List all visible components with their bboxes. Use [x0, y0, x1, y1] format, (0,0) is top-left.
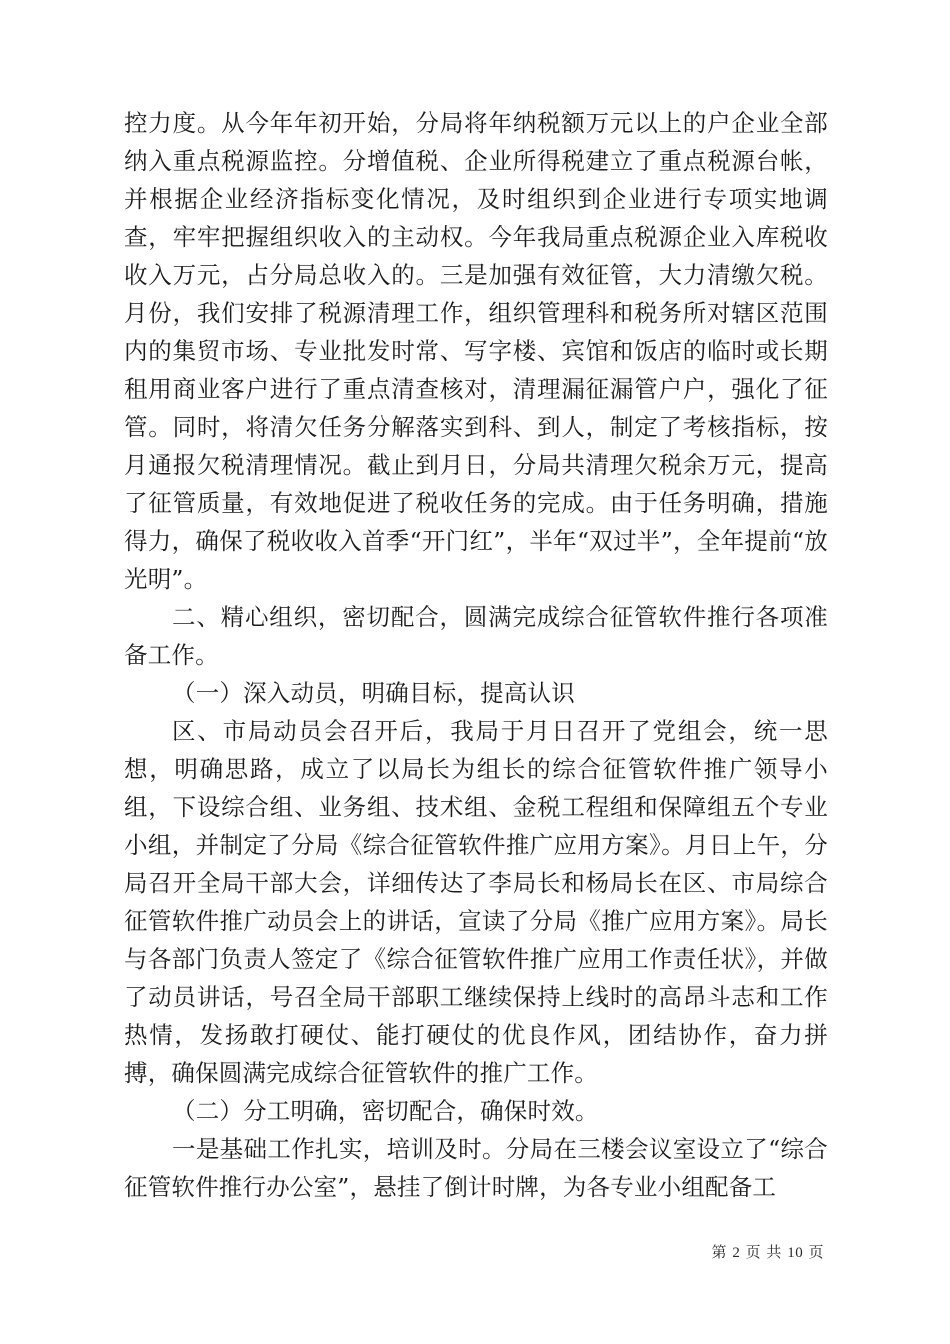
paragraph: 区、市局动员会召开后，我局于月日召开了党组会，统一思想，明确思路，成立了以局长为组长的综合征管软件推广领导小组，下设综合组、业务组、技术组、金税工程组和保障组五个专业小组，并制定了分局《综合征管软件推广应用方案》。月日上午，分局召开全局干部大会，详细传达了李局长和杨局长在区、市局综合征管软件推广动员会上的讲话，宣读了分局《推广应用方案》。局长与各部门负责人签定了《综合征管软件推广应用工作责任状》，并做了动员讲话，号召全局干部职工继续保持上线时的高昂斗志和工作热情，发扬敢打硬仗、能打硬仗的优良作风，团结协作，奋力拼搏，确保圆满完成综合征管软件的推广工作。: [124, 717, 828, 1087]
footer-page-unit: 页: [745, 1243, 762, 1261]
footer-total-pages: 10: [787, 1245, 804, 1261]
footer-total-unit: 页: [808, 1243, 824, 1261]
footer-total-prefix: 共: [766, 1243, 782, 1261]
footer-current-page: 2: [732, 1245, 741, 1261]
paragraph-subsection-one: （一）深入动员，明确目标，提高认识: [172, 679, 575, 707]
footer-page-prefix: 第: [711, 1243, 728, 1261]
page-footer: [124, 1242, 824, 1263]
paragraph-subsection-two: （二）分工明确，密切配合，确保时效。: [172, 1097, 599, 1125]
document-body: [124, 104, 828, 1206]
paragraph-section-heading-two: 二、精心组织，密切配合，圆满完成综合征管软件推行各项准备工作。: [124, 603, 828, 669]
paragraph: 控力度。从今年年初开始，分局将年纳税额万元以上的户企业全部纳入重点税源监控。分增值税、企业所得税建立了重点税源台帐，并根据企业经济指标变化情况，及时组织到企业进行专项实地调查，牢牢把握组织收入的主动权。今年我局重点税源企业入库税收收入万元，占分局总收入的。三是加强有效征管，大力清缴欠税。月份，我们安排了税源清理工作，组织管理科和税务所对辖区范围内的集贸市场、专业批发时常、写字楼、宾馆和饭店的临时或长期租用商业客户进行了重点清查核对，清理漏征漏管户户，强化了征管。同时，将清欠任务分解落实到科、到人，制定了考核指标，按月通报欠税清理情况。截止到月日，分局共清理欠税余万元，提高了征管质量，有效地促进了税收任务的完成。由于任务明确，措施得力，确保了税收收入首季“开门红”，半年“双过半”，全年提前“放光明”。: [124, 109, 828, 593]
paragraph: 一是基础工作扎实，培训及时。分局在三楼会议室设立了“综合征管软件推行办公室”，悬挂了倒计时牌，为各专业小组配备工: [124, 1135, 828, 1201]
